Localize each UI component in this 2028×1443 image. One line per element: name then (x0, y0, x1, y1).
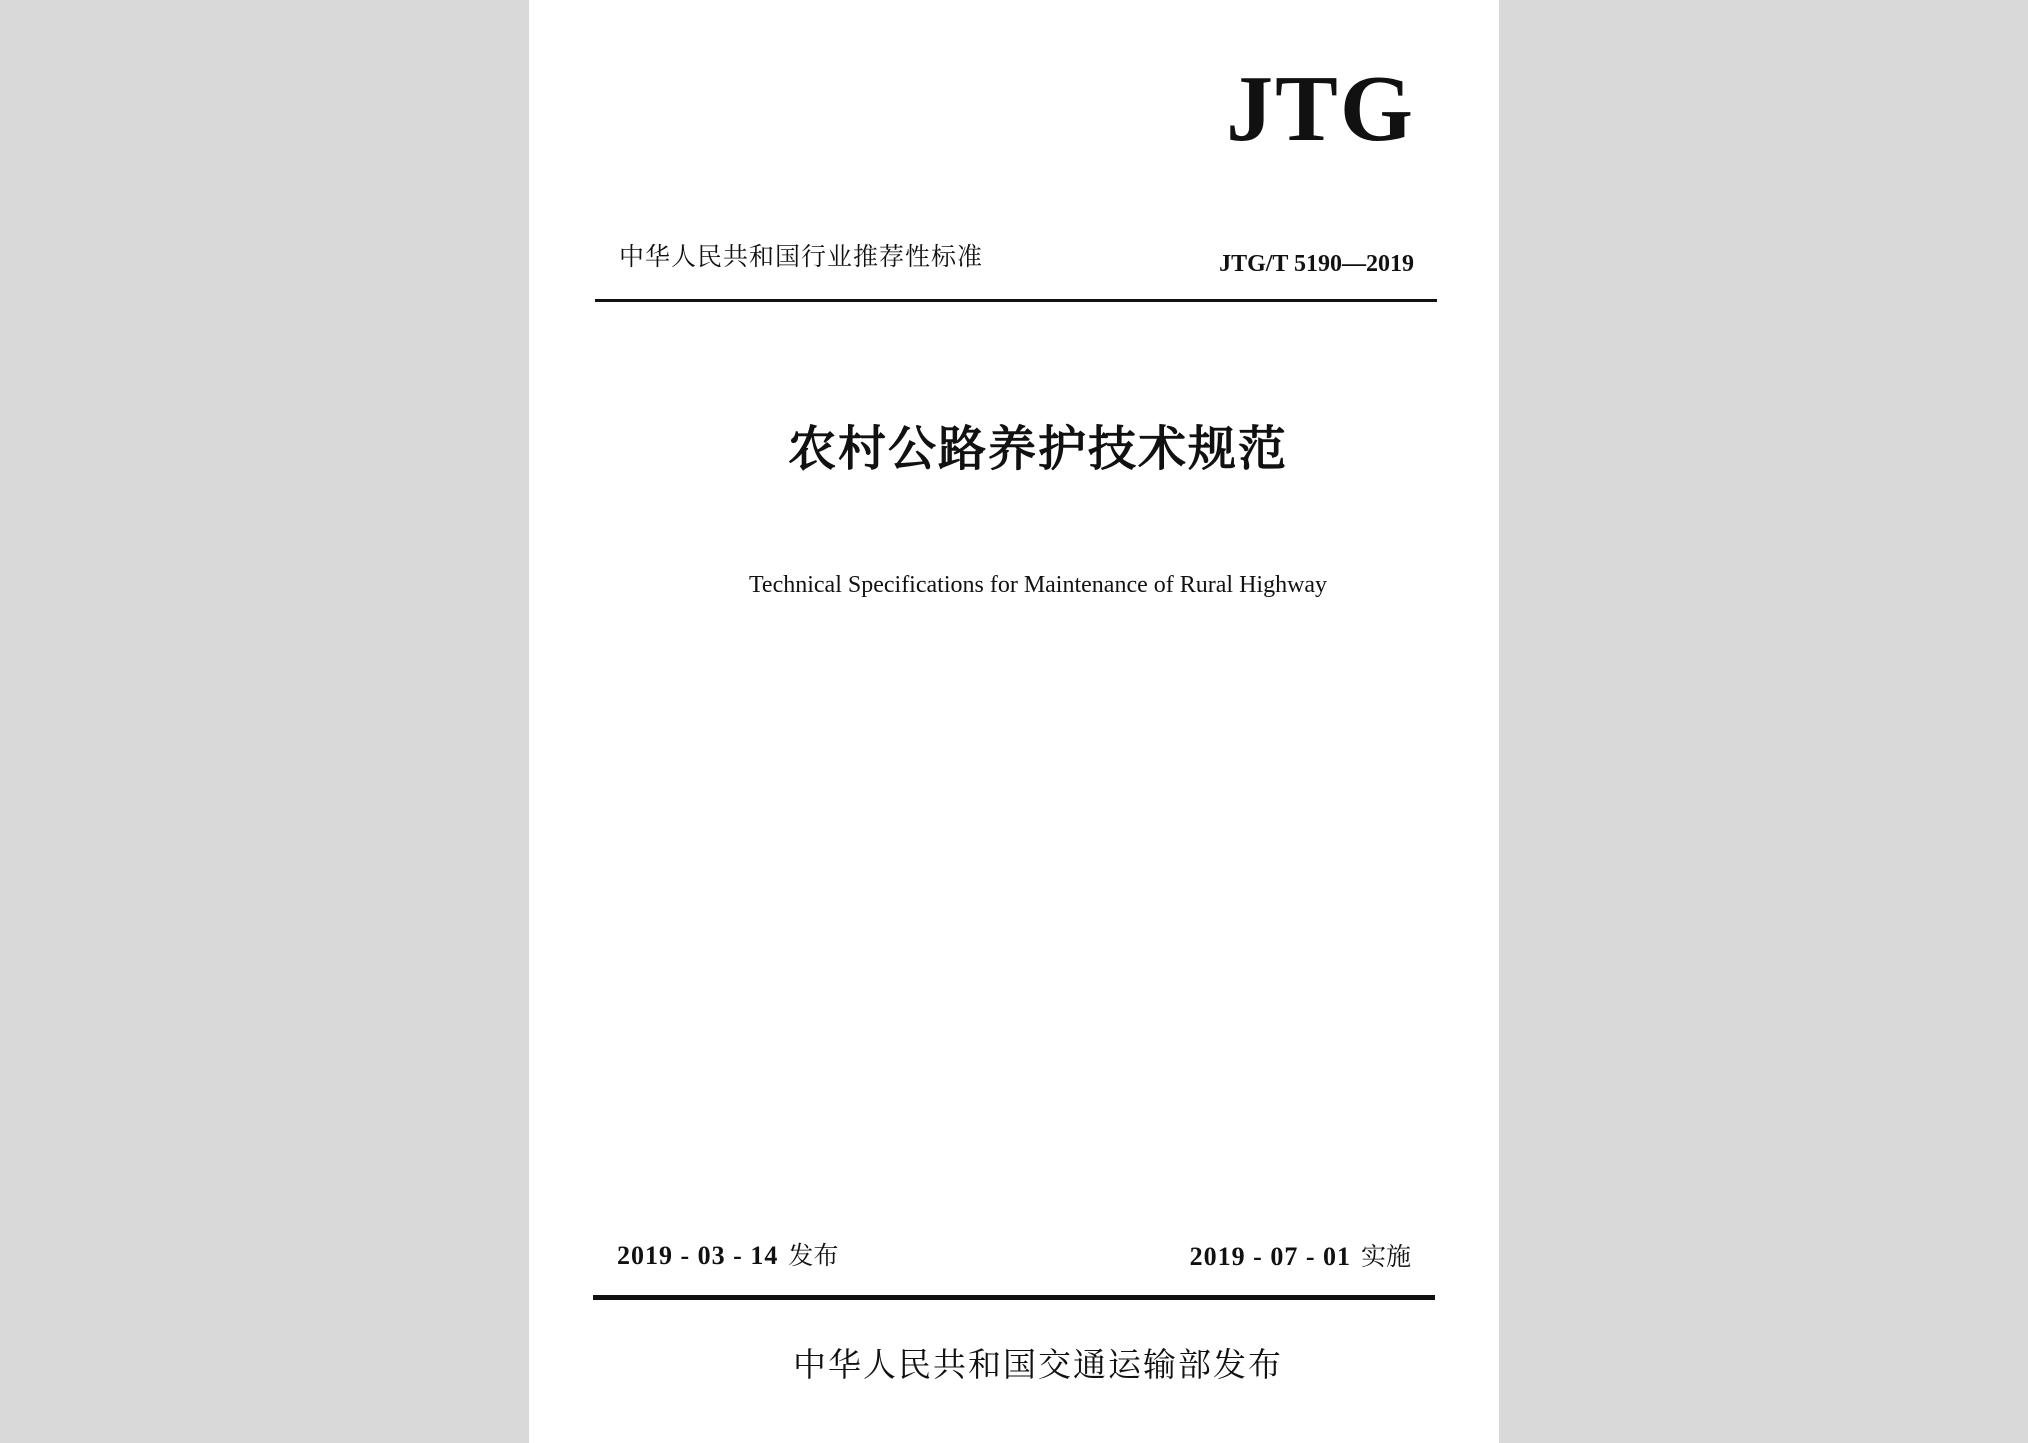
cover-page (529, 0, 1499, 1443)
bottom-divider (593, 1295, 1435, 1300)
implement-date: 2019 - 07 - 01 (1189, 1242, 1351, 1271)
title-english: Technical Specifications for Maintenance of Rural Highway (748, 572, 1328, 598)
title-chinese: 农村公路养护技术规范 (787, 421, 1288, 477)
implement-date-line (1190, 1244, 1411, 1270)
issue-date: 2019 - 03 - 14 (617, 1241, 779, 1270)
implement-label: 实施 (1360, 1242, 1411, 1271)
publisher: 中华人民共和国交通运输部发布 (793, 1345, 1283, 1384)
standard-code: JTG/T 5190—2019 (1219, 251, 1414, 277)
issue-date-line (617, 1243, 838, 1269)
issue-label: 发布 (788, 1241, 839, 1270)
top-divider (595, 299, 1437, 302)
standard-category: 中华人民共和国行业推荐性标准 (619, 242, 984, 271)
jtg-logo: JTG (1226, 57, 1415, 161)
